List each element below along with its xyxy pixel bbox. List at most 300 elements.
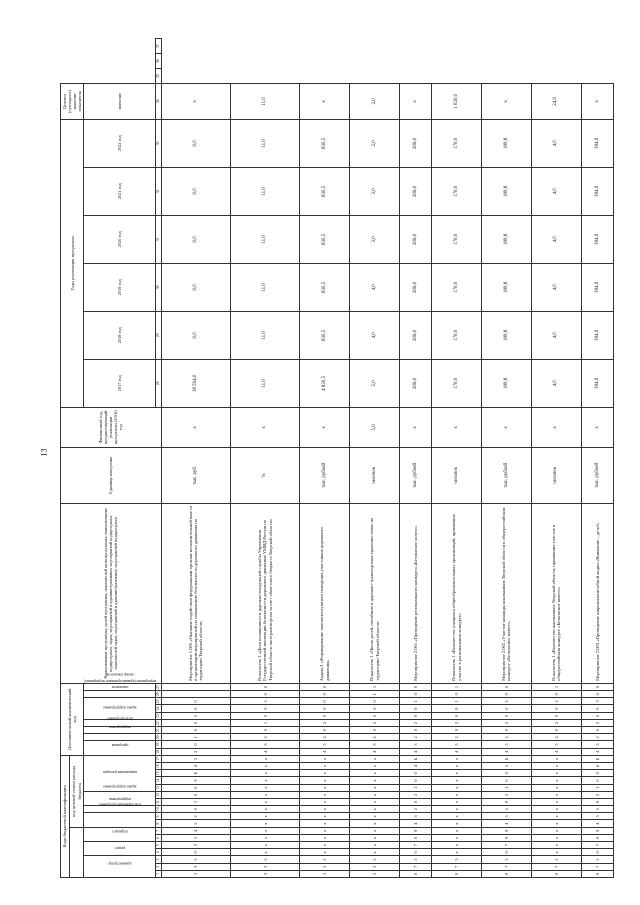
table-row [581, 39, 613, 878]
row-name: Мероприятие 1.005 «Оказание содействия федеральным органам исполнительной власти в организации мероприятий по повышению безопасности дорожного движения на территории Тверской области» [161, 503, 230, 683]
row-year-value: 206,0 [399, 311, 431, 359]
code-cell: 0 [300, 698, 350, 705]
row-prev-year: х [432, 407, 482, 447]
table-row [482, 39, 532, 878]
row-year-value: 189,8 [482, 167, 532, 215]
code-cell: 5 [230, 741, 299, 748]
row-year-value: 4,0 [531, 119, 581, 167]
code-cell: х [300, 820, 350, 827]
code-cell: 4 [581, 748, 613, 755]
row-year-value: 189,8 [482, 215, 532, 263]
code-cell: 5 [161, 712, 230, 719]
code-cell: 2 [399, 806, 431, 813]
code-cell: 1 [482, 784, 532, 791]
code-cell: 5 [161, 820, 230, 827]
code-cell: 0 [230, 712, 299, 719]
code-cell: х [432, 763, 482, 770]
code-cell: х [300, 791, 350, 798]
code-cell: 0 [482, 691, 532, 698]
code-cell: 0 [161, 741, 230, 748]
code-cell: х [230, 798, 299, 805]
column-index: 24 [156, 706, 161, 711]
row-name: Мероприятие 2.003 «Проведение широкомасштабной акции «Внимание – дети!» [581, 503, 613, 683]
code-cell: 2 [350, 734, 400, 741]
code-cell: 0 [399, 727, 431, 734]
column-index: 33 [156, 119, 161, 167]
row-year-value: 170,0 [432, 215, 482, 263]
code-cell: 9 [482, 827, 532, 834]
column-index: 21 [156, 728, 161, 733]
row-year-value: 206,0 [399, 359, 431, 407]
row-year-value: 830,5 [300, 311, 350, 359]
row-prev-year: х [531, 407, 581, 447]
row-year-value: 184,9 [581, 359, 613, 407]
code-cell: 2 [581, 734, 613, 741]
column-index: 11 [156, 800, 161, 804]
code-cell: х [350, 763, 400, 770]
row-year-value: 11,0 [230, 311, 299, 359]
code-cell: 2 [482, 806, 532, 813]
program-table-rotated [60, 38, 612, 878]
code-cell: 0 [482, 870, 532, 877]
column-index: 4 [156, 849, 161, 856]
code-cell: 4 [300, 748, 350, 755]
header-year-2019: 2019 год [84, 263, 156, 311]
code-cell: 0 [531, 712, 581, 719]
row-year-value: 184,9 [581, 311, 613, 359]
row-year-value: 170,0 [432, 119, 482, 167]
code-cell: 0 [482, 712, 532, 719]
code-cell: х [531, 784, 581, 791]
code-cell: х [531, 820, 581, 827]
row-name: Мероприятие 2.002 «Участие команды школьников Тверской области в общероссийском конкурсе «Безопасное колесо» [482, 503, 532, 683]
code-cell: 7 [399, 842, 431, 849]
code-cell: х [230, 827, 299, 834]
code-cell: 1 [161, 734, 230, 741]
code-cell: 0 [581, 712, 613, 719]
row-prev-year: 5,0 [350, 407, 400, 447]
code-cell: 9 [581, 827, 613, 834]
column-index: 9 [156, 813, 161, 820]
code-cell: 0 [161, 705, 230, 712]
row-year-value: 4 820,5 [300, 359, 350, 407]
code-cell: х [230, 784, 299, 791]
code-cell: 2 [432, 734, 482, 741]
code-cell: 0 [399, 870, 431, 877]
header-subprogram: подпрограмма [84, 806, 156, 813]
column-index: 15 [156, 771, 161, 776]
header-add-subprogram: подпрограмма [84, 734, 156, 741]
code-cell: х [230, 813, 299, 820]
row-name: Показатель 1 «Доля оснащенности дорожно-патрульной службы Управления Государственной инспекции безопасности дорожного движения УМВД России по Тверской области автотранспортом за счет областного бюджета Тверской области» [230, 503, 299, 683]
column-index: 31 [156, 215, 161, 263]
column-index: 34 [156, 83, 161, 119]
code-cell: 5 [300, 856, 350, 863]
row-year-value: 4,0 [350, 263, 400, 311]
code-cell: 2 [432, 719, 482, 726]
code-cell: 5 [399, 813, 431, 820]
header-name: Наименование программы, целей программы, показателей цели программы, наименование подпрограмм, задач, мероприятий и административных мероприятий подпрограмм, показателей задач, мероприятий и административных мероприятий подпрограмм [61, 503, 162, 683]
row-year-value: 830,5 [300, 167, 350, 215]
code-cell: 0 [581, 691, 613, 698]
code-cell: 0 [482, 798, 532, 805]
code-cell: 0 [399, 691, 431, 698]
column-index: 23 [156, 713, 161, 718]
code-cell: 0 [350, 727, 400, 734]
code-cell: 0 [350, 712, 400, 719]
row-year-value: 170,0 [432, 263, 482, 311]
code-cell: 2 [161, 813, 230, 820]
code-cell: 9 [161, 777, 230, 784]
header-add-program: программа [84, 741, 156, 755]
code-cell: 0 [581, 683, 613, 690]
header-year-2018: 2018 год [84, 311, 156, 359]
code-cell: х [350, 784, 400, 791]
code-cell: 4 [399, 748, 431, 755]
code-cell: х [350, 791, 400, 798]
code-cell: 3 [581, 698, 613, 705]
row-year-value: 830,5 [300, 263, 350, 311]
code-cell: 1 [350, 691, 400, 698]
column-index: 16 [156, 764, 161, 768]
code-cell: 4 [161, 763, 230, 770]
row-year-value: 4,0 [531, 167, 581, 215]
code-cell: 0 [482, 849, 532, 856]
header-code-sub-blank [69, 827, 83, 877]
row-year-value: 189,8 [482, 119, 532, 167]
row-unit: % [230, 447, 299, 503]
code-cell: х [432, 834, 482, 841]
code-cell: 5 [161, 755, 230, 762]
row-name: Задача 2 «Формирование законопослушного поведения участников дорожного движения» [300, 503, 350, 683]
row-prev-year: х [581, 407, 613, 447]
code-cell: 5 [350, 741, 400, 748]
header-add-indicator: показатель [84, 691, 156, 698]
row-year-value: 2,0 [350, 119, 400, 167]
code-cell: Б [161, 770, 230, 777]
code-cell: х [531, 798, 581, 805]
code-cell: 0 [399, 712, 431, 719]
header-add-goal: цель программы [84, 727, 156, 734]
code-cell: х [230, 842, 299, 849]
code-cell: 2 [161, 748, 230, 755]
row-year-value: 0,0 [161, 263, 230, 311]
column-index: 26 [156, 692, 161, 697]
row-unit: человек [350, 447, 400, 503]
code-cell: 4 [350, 748, 400, 755]
header-add-event: мероприятие (административное мероприятие) [84, 698, 156, 720]
code-cell: 7 [432, 863, 482, 870]
row-target-value: 2,0 [350, 83, 400, 119]
row-name: Показатель 1 «Количество учащихся общеобразовательных организаций, принявших участие в региональном конкурсе» [432, 503, 482, 683]
column-index: 28 [156, 359, 161, 407]
code-cell: х [531, 834, 581, 841]
row-year-value: 206,0 [399, 119, 431, 167]
code-cell: Б [482, 755, 532, 762]
code-cell: 5 [581, 813, 613, 820]
code-cell: х [432, 784, 482, 791]
row-year-value: 0,0 [161, 119, 230, 167]
column-index: 12 [156, 792, 161, 797]
code-cell: 0 [399, 770, 431, 777]
code-cell: 2 [482, 719, 532, 726]
code-cell [161, 691, 230, 698]
row-target-value: х [581, 83, 613, 119]
code-cell: х [350, 770, 400, 777]
code-cell: 5 [482, 741, 532, 748]
code-cell: х [531, 755, 581, 762]
table-row [399, 39, 431, 878]
table-row [350, 39, 400, 878]
code-cell: 3 [300, 870, 350, 877]
code-cell: 6 [581, 763, 613, 770]
code-cell: 0 [399, 683, 431, 690]
code-cell: 1 [581, 784, 613, 791]
code-cell: 0 [161, 791, 230, 798]
row-year-value: 170,0 [432, 167, 482, 215]
code-cell: 0 [531, 705, 581, 712]
code-cell: 1 [161, 798, 230, 805]
code-cell: 0 [161, 784, 230, 791]
row-year-value: 4,0 [531, 263, 581, 311]
code-cell: 7 [482, 842, 532, 849]
code-cell: 0 [482, 834, 532, 841]
header-unit: Единица измерения [61, 447, 162, 503]
code-cell: 9 [399, 827, 431, 834]
row-year-value: 206,0 [399, 215, 431, 263]
header-fin-prev: Финансовый год, предшествующий реализации программы (2016) год [61, 407, 162, 447]
code-cell: 0 [581, 870, 613, 877]
code-cell: х [531, 770, 581, 777]
code-cell: 1 [399, 698, 431, 705]
header-year-2017: 2017 год [84, 359, 156, 407]
code-cell: 3 [161, 870, 230, 877]
code-cell: 0 [399, 834, 431, 841]
header-target-group: Целевое (суммарное) значение показателя [61, 83, 84, 119]
code-cell: 0 [581, 834, 613, 841]
header-sub-task: задача подпрограммы [84, 791, 156, 805]
code-cell: 3 [350, 870, 400, 877]
code-cell: 0 [432, 870, 482, 877]
document-sheet [60, 38, 612, 878]
header-subsection: подраздел [84, 827, 156, 841]
header-add-task: задача подпрограммы [84, 719, 156, 726]
code-cell: х [531, 763, 581, 770]
row-target-value: 1 020,0 [432, 83, 482, 119]
row-year-value: 189,8 [482, 311, 532, 359]
code-cell: 0 [350, 698, 400, 705]
row-year-value: 830,5 [300, 119, 350, 167]
column-index: 19 [156, 742, 161, 747]
code-cell: 4 [161, 827, 230, 834]
code-cell: 0 [581, 849, 613, 856]
column-index: 2 [156, 863, 161, 870]
code-cell: 0 [432, 705, 482, 712]
code-cell: 0 [300, 712, 350, 719]
code-cell: х [432, 820, 482, 827]
code-cell: х [300, 827, 350, 834]
code-cell: х [432, 842, 482, 849]
code-cell: х [300, 784, 350, 791]
code-cell: 2 [482, 791, 532, 798]
code-cell: х [531, 791, 581, 798]
header-classification: классификация программы [84, 813, 156, 827]
code-cell: 0 [161, 698, 230, 705]
code-cell: 4 [581, 820, 613, 827]
code-cell: 0 [482, 683, 532, 690]
code-cell: х [350, 813, 400, 820]
code-cell: 1 [230, 719, 299, 726]
code-cell: х [230, 791, 299, 798]
code-cell: 1 [531, 683, 581, 690]
header-year-2021: 2021 год [84, 167, 156, 215]
code-cell: 5 [482, 813, 532, 820]
row-year-value: 184,9 [581, 215, 613, 263]
code-cell: 0 [531, 870, 581, 877]
code-cell: 2 [399, 734, 431, 741]
code-cell: 2 [581, 791, 613, 798]
header-year-2020: 2020 год [84, 215, 156, 263]
code-cell: 2 [399, 719, 431, 726]
code-cell: 0 [531, 727, 581, 734]
code-cell: х [230, 820, 299, 827]
code-cell: х [432, 755, 482, 762]
code-cell: 0 [399, 849, 431, 856]
code-cell: 5 [399, 856, 431, 863]
row-name: Показатель 1 «Число детей, погибших в дорожно-транспортных происшествиях на территории Тверской области» [350, 503, 400, 683]
code-cell: 7 [581, 842, 613, 849]
code-cell: 2 [531, 698, 581, 705]
code-cell: 0 [581, 727, 613, 734]
code-cell: х [531, 806, 581, 813]
column-index: 27 [156, 685, 161, 689]
row-year-value: 184,9 [581, 119, 613, 167]
code-cell: 3 [300, 863, 350, 870]
column-index: 18 [156, 749, 161, 754]
code-cell: 3 [161, 863, 230, 870]
column-index: 5 [156, 842, 161, 849]
column-index: 17 [156, 757, 161, 761]
row-year-value: 11,0 [230, 263, 299, 311]
table-row [531, 39, 581, 878]
row-year-value: 0,0 [161, 311, 230, 359]
row-year-value: 184,9 [581, 167, 613, 215]
column-index: 37 [156, 39, 161, 54]
code-cell: х [350, 798, 400, 805]
code-cell: 2 [531, 719, 581, 726]
code-cell: 0 [531, 691, 581, 698]
row-target-value: х [300, 83, 350, 119]
code-cell: 0 [300, 683, 350, 690]
row-year-value: 11,0 [230, 215, 299, 263]
row-target-value: х [399, 83, 431, 119]
code-cell: 2 [531, 734, 581, 741]
row-prev-year: х [399, 407, 431, 447]
code-cell: 4 [230, 748, 299, 755]
row-target-value: 11,0 [230, 83, 299, 119]
column-index: 3 [156, 856, 161, 863]
row-target-value: х [161, 83, 230, 119]
code-cell: 4 [482, 748, 532, 755]
code-cell: х [350, 834, 400, 841]
code-cell: х [350, 777, 400, 784]
header-code-budget: Коды бюджетной классификации [61, 755, 70, 877]
row-unit: тыс. руб. [161, 447, 230, 503]
code-cell: 2 [300, 734, 350, 741]
code-cell: 5 [432, 741, 482, 748]
code-cell: х [432, 770, 482, 777]
code-cell: 5 [531, 741, 581, 748]
header-add-indicator-num: номер показателя [84, 683, 156, 690]
code-cell: 0 [432, 712, 482, 719]
code-cell: 5 [300, 741, 350, 748]
code-cell: 2 [482, 734, 532, 741]
code-cell: 0 [482, 705, 532, 712]
code-cell: 3 [230, 863, 299, 870]
code-cell: 2 [581, 719, 613, 726]
code-cell: 0 [399, 798, 431, 805]
row-year-value: 11,0 [230, 167, 299, 215]
code-cell: 0 [300, 691, 350, 698]
row-name: Показатель 1 «Количество школьников Тверской области, принявших участие в общероссийском конкурсе «Безопасное колесо» [531, 503, 581, 683]
code-cell: х [432, 777, 482, 784]
row-prev-year: х [230, 407, 299, 447]
code-cell: х [531, 777, 581, 784]
row-year-value: 4,0 [350, 311, 400, 359]
code-cell: 4 [482, 820, 532, 827]
code-cell: х [300, 763, 350, 770]
code-cell: х [531, 813, 581, 820]
code-cell: 5 [432, 856, 482, 863]
column-index: 25 [156, 699, 161, 704]
code-cell: х [350, 827, 400, 834]
code-cell: 1 [399, 784, 431, 791]
code-cell: х [350, 820, 400, 827]
code-cell: 7 [581, 863, 613, 870]
program-table [60, 38, 614, 878]
code-cell: 0 [230, 683, 299, 690]
code-cell [161, 683, 230, 690]
code-cell: х [432, 798, 482, 805]
row-prev-year: х [161, 407, 230, 447]
code-cell: х [350, 755, 400, 762]
code-cell: 2 [230, 734, 299, 741]
code-cell: 1 [432, 683, 482, 690]
code-cell: 0 [399, 777, 431, 784]
code-cell: 4 [531, 748, 581, 755]
code-cell: 0 [161, 849, 230, 856]
code-cell: 5 [482, 856, 532, 863]
code-cell: 0 [482, 727, 532, 734]
row-year-value: 4,0 [531, 215, 581, 263]
code-cell: 7 [399, 863, 431, 870]
row-unit: человек [531, 447, 581, 503]
column-index: 14 [156, 778, 161, 783]
row-unit: тыс. рублей [482, 447, 532, 503]
code-cell: 0 [581, 770, 613, 777]
row-unit: тыс. рублей [399, 447, 431, 503]
code-cell: 0 [300, 727, 350, 734]
code-cell: х [230, 763, 299, 770]
code-cell: х [300, 770, 350, 777]
table-row [161, 39, 230, 878]
table-body [161, 39, 613, 878]
code-cell: х [350, 842, 400, 849]
column-index: 13 [156, 785, 161, 790]
code-cell: 3 [350, 863, 400, 870]
code-cell: 0 [230, 705, 299, 712]
code-cell: Б [399, 755, 431, 762]
